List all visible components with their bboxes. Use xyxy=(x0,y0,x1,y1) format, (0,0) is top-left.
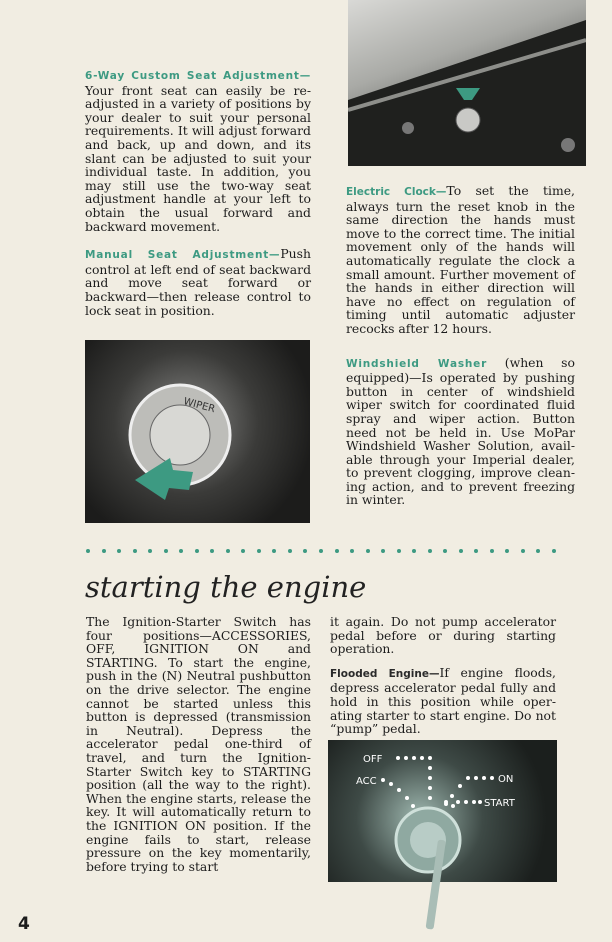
manual-seat-paragraph xyxy=(85,247,311,317)
manual-seat-body: Push control at left end of seat backward and move seat forward or backward—then release control to lock seat in position. xyxy=(85,246,311,318)
custom-seat-body: Your front seat can easily be readjusted in a variety of positions by your dealer to suit your personal requirements. It will adjust forward and back, up and down, and its slant can be adjusted to suit your individual taste. In addition, you may still use the two-way seat adjustment handle at your left to obtain the usual forward and backward movement. xyxy=(85,82,311,234)
clock-knob-illustration xyxy=(348,0,586,166)
section-title: starting the engine xyxy=(85,570,367,604)
custom-seat-heading: 6-Way Custom Seat Adjustment— xyxy=(85,70,311,82)
page-number: 4 xyxy=(18,914,30,934)
acc-label: ACC xyxy=(356,776,377,787)
custom-seat-paragraph xyxy=(85,68,311,233)
windshield-washer-paragraph xyxy=(346,356,575,508)
flooded-engine-paragraph xyxy=(330,666,556,736)
starting-body-right: it again. Do not pump accelerator pedal before or during starting operation. xyxy=(330,614,556,657)
dotted-divider xyxy=(86,549,556,557)
start-label: START xyxy=(484,798,515,809)
wiper-label: WIPER xyxy=(182,396,217,416)
windshield-washer-body: (when so equipped)—Is operated by pushing button in center of windshield wiper switch for coordinated fluid spray and wiper action. Button need not be held in. Use MoPar Windshield Washer Solution, available through your Imperial dealer, to prevent clogging, improve cleaning action, and to prevent freezing in winter. xyxy=(346,354,575,508)
flooded-engine-body: If engine floods, depress accelerator pedal fully and hold in this position while operating starter to start engine. Do not “pump” pedal. xyxy=(330,664,556,737)
wiper-switch-illustration xyxy=(85,340,310,523)
manual-seat-heading: Manual Seat Adjustment— xyxy=(85,249,281,262)
off-label: OFF xyxy=(363,754,383,765)
left-column xyxy=(85,68,311,331)
wiper-switch-photo xyxy=(85,340,310,523)
starting-body-left: The Ignition-Starter Switch has four positions—ACCESSORIES, OFF, IGNITION ON and STARTING. To start the engine, push in the (N) Neutral pushbutton on the drive selector. The engine cannot be started unless this button is depressed (transmission in Neutral). Depress the accelerator pedal one-third of travel, and turn the Ignition-Starter Switch key to STARTING position (all the way to the right). When the engine starts, release the key. It will automatically return to the IGNITION ON position. If the engine fails to start, release pressure on the key momentarily, before trying to start xyxy=(86,614,311,874)
electric-clock-body: To set the time, always turn the reset knob in the same direction the hands must move to the correct time. The initial movement only of the hands will automatically regulate the clock a small amount. Further movement of the hands in either direction will have no effect on regulation of timing until automatic adjuster recocks after 12 hours. xyxy=(346,183,575,336)
electric-clock-paragraph xyxy=(346,184,575,336)
windshield-washer-heading: Windshield Washer xyxy=(346,357,488,370)
on-label: ON xyxy=(498,774,514,785)
right-column xyxy=(346,184,575,521)
starting-right-column xyxy=(330,615,556,750)
electric-clock-heading: Electric Clock— xyxy=(346,186,447,198)
clock-knob-photo xyxy=(348,0,586,166)
ignition-switch-illustration xyxy=(328,740,557,942)
starting-left-column xyxy=(86,615,311,887)
ignition-switch-photo xyxy=(328,740,557,942)
flooded-engine-heading: Flooded Engine— xyxy=(330,667,440,680)
